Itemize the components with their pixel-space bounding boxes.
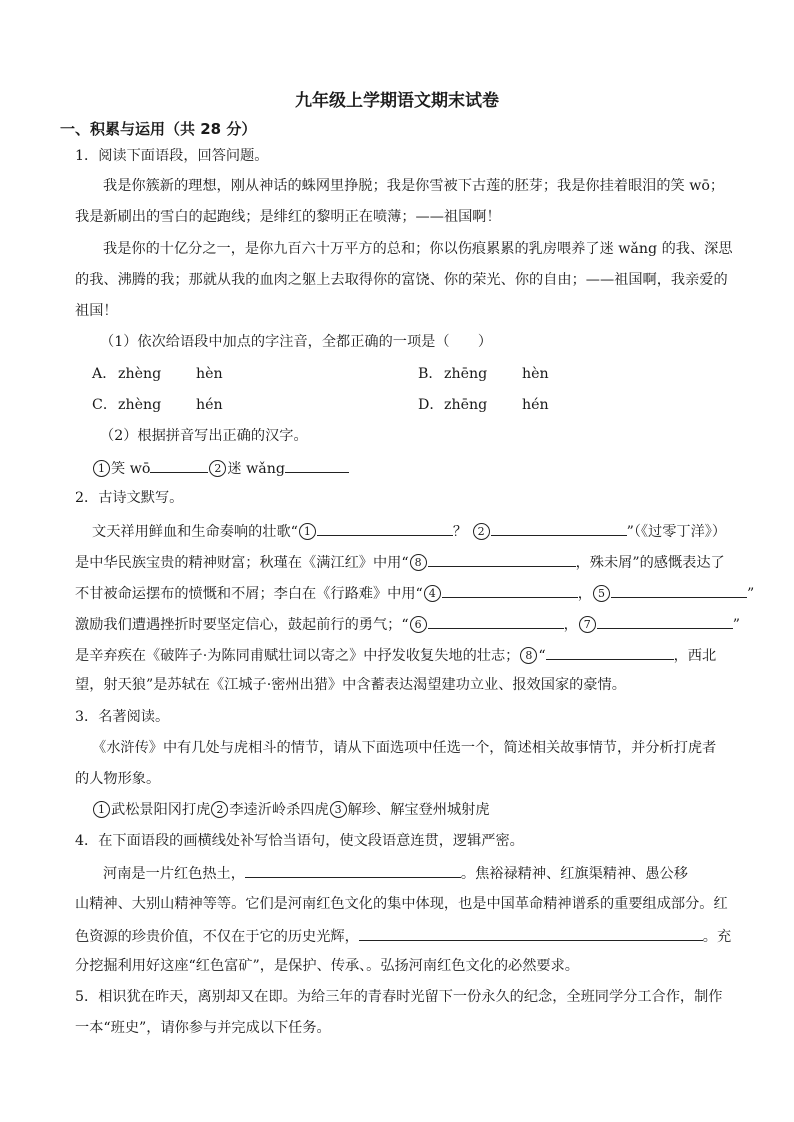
q3-option[interactable]: 李逵沂岭杀四虎: [229, 802, 329, 818]
option-c[interactable]: C．zhèng hén: [92, 397, 223, 413]
q1-sub1: （1）依次给语段中加点的字注音，全都正确的一项是（ ）: [100, 334, 493, 350]
q1-passage-line: 我是你的十亿分之一，是你九百六十万平方的总和；你以伤痕累累的乳房喂养了迷 wǎng 的我、深思: [103, 241, 733, 257]
circled-number: 3: [330, 801, 347, 818]
circled-number: 8: [520, 647, 537, 664]
answer-blank[interactable]: [546, 644, 674, 660]
q4-label: 4．在下面语段的画横线处补写恰当语句，使文段语意连贯，逻辑严密。: [75, 833, 524, 849]
q1-fill-line: 1 笑 wō 2 迷 wǎng: [92, 457, 349, 477]
answer-blank[interactable]: [611, 582, 747, 598]
q2-line: 不甘被命运摆布的愤慨和不屑；李白在《行路难》中用“ 4 ， 5 ”: [75, 582, 754, 602]
circled-number: 2: [211, 801, 228, 818]
q2-line: 文天祥用鲜血和生命奏响的壮歌“ 1 ？ 2 ”（《过零丁洋》）: [92, 520, 726, 540]
circled-number: 1: [93, 801, 110, 818]
q1-passage-line: 祖国！: [75, 303, 118, 319]
circled-number: 1: [299, 523, 316, 540]
section-heading: 一、积累与运用（共 28 分）: [60, 120, 257, 138]
answer-blank[interactable]: [428, 613, 564, 629]
q1-passage-line: 的我、沸腾的我；那就从我的血肉之躯上去取得你的富饶、你的荣光、你的自由；——祖国啊，我亲爱的: [75, 272, 728, 288]
q4-line: 山精神、大别山精神等等。它们是河南红色文化的集中体现，也是中国革命精神谱系的重要组成部分。红: [75, 896, 728, 912]
option-b[interactable]: B．zhēng hèn: [418, 366, 549, 382]
circled-number: 7: [579, 616, 596, 633]
answer-blank[interactable]: [597, 613, 733, 629]
answer-blank[interactable]: [442, 582, 578, 598]
exam-title: 九年级上学期语文期末试卷: [295, 91, 499, 111]
circled-number: 4: [424, 585, 441, 602]
answer-blank[interactable]: [359, 925, 703, 941]
answer-blank[interactable]: [428, 551, 576, 567]
q3-label: 3．名著阅读。: [75, 709, 170, 725]
circled-number: 2: [209, 460, 226, 477]
q2-line: 是辛弃疾在《破阵子·为陈同甫赋壮词以寄之》中抒发收复失地的壮志； 8 “ ，西北: [75, 644, 716, 664]
option-d[interactable]: D．zhēng hén: [418, 397, 549, 413]
q2-line: 望，射天狼”是苏轼在《江城子·密州出猎》中含蓄表达渴望建功立业、报效国家的豪情。: [75, 677, 626, 693]
circled-number: 6: [410, 616, 427, 633]
q5-line: 5．相识犹在昨天，离别却又在即。为给三年的青春时光留下一份永久的纪念，全班同学分工合作，制作: [75, 989, 723, 1005]
q3-options: [92, 800, 490, 820]
q3-line: 《水浒传》中有几处与虎相斗的情节，请从下面选项中任选一个，简述相关故事情节，并分析打虎者: [92, 740, 717, 756]
answer-blank[interactable]: [491, 520, 627, 536]
circled-number: 5: [593, 585, 610, 602]
q1-sub2: （2）根据拼音写出正确的汉字。: [100, 428, 308, 444]
q3-option[interactable]: 解珍、解宝登州城射虎: [347, 802, 490, 818]
circled-number: 2: [473, 523, 490, 540]
q2-line: 激励我们遭遇挫折时要坚定信心，鼓起前行的勇气；“ 6 ， 7 ”: [75, 613, 740, 633]
q3-line: 的人物形象。: [75, 771, 161, 787]
answer-blank[interactable]: [150, 457, 208, 473]
q4-line: 分挖掘利用好这座“红色富矿”，是保护、传承、。弘扬河南红色文化的必然要求。: [75, 958, 579, 974]
q2-label: 2．古诗文默写。: [75, 490, 184, 506]
option-a[interactable]: A． zhèng hèn: [92, 366, 223, 382]
q4-line: 色资源的珍贵价值，不仅在于它的历史光辉， 。充: [75, 925, 731, 945]
q1-label: 1．阅读下面语段，回答问题。: [75, 148, 269, 164]
q2-line: 是中华民族宝贵的精神财富；秋瑾在《满江红》中用“ 8 ，殊未屑”的感慨表达了: [75, 551, 725, 571]
q1-passage-line: 我是新刷出的雪白的起跑线；是绯红的黎明正在喷薄；——祖国啊！: [75, 209, 501, 225]
answer-blank[interactable]: [285, 457, 349, 473]
q3-option[interactable]: 武松景阳冈打虎: [111, 802, 211, 818]
answer-blank[interactable]: [245, 862, 461, 878]
q5-line: 一本“班史”，请你参与并完成以下任务。: [75, 1020, 331, 1036]
q4-line: 河南是一片红色热土， 。焦裕禄精神、红旗渠精神、愚公移: [103, 862, 688, 882]
circled-number: 8: [410, 554, 427, 571]
q1-passage-line: 我是你簇新的理想，刚从神话的蛛网里挣脱；我是你雪被下古莲的胚芽；我是你挂着眼泪的笑 wō；: [103, 178, 725, 194]
circled-number: 1: [93, 460, 110, 477]
answer-blank[interactable]: [317, 520, 453, 536]
